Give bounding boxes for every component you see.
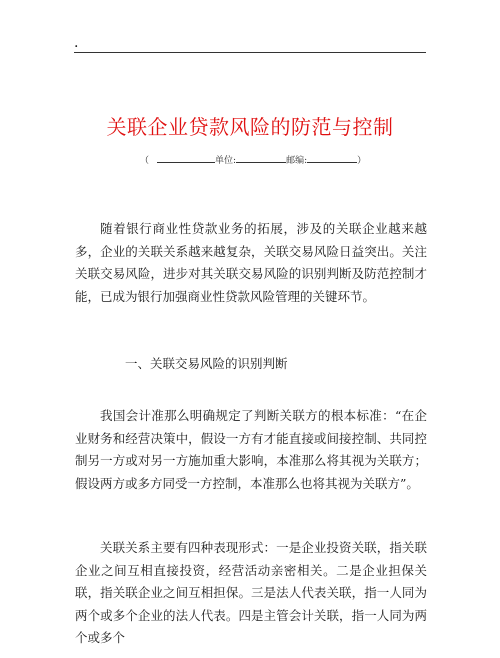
header-dot: . <box>74 35 79 51</box>
meta-unit-label: 单位: <box>215 156 237 166</box>
meta-line <box>140 153 370 167</box>
meta-blank-3 <box>307 153 357 163</box>
paragraph-1: 随着银行商业性贷款业务的拓展，涉及的关联企业越来越多，企业的关联关系越来越复杂，关联交易风险日益突出。关注关联交易风险，进步对其关联交易风险的识别判断及防范控制才能，已成为银行加强商业性贷款风险管理的关键环节。 <box>75 221 427 304</box>
header-rule <box>74 52 426 53</box>
meta-postcode-label: 邮编: <box>286 156 308 166</box>
meta-close-paren: ） <box>357 156 367 166</box>
paragraph-2: 我国会计准那么明确规定了判断关联方的根本标准：“在企业财务和经营决策中，假设一方有才能直接或间接控制、共同控制另一方或对另一方施加重大影响，本准那么将其视为关联方；假设两方或多方同受一方控制，本准那么也将其视为关联方”。 <box>75 408 427 491</box>
meta-open-paren: （ <box>140 156 150 166</box>
document-title: 关联企业贷款风险的防范与控制 <box>106 115 394 139</box>
paragraph-3: 关联关系主要有四种表现形式：一是企业投资关联，指关联企业之间互相直接投资，经营活动亲密相关。二是企业担保关联，指关联企业之间互相担保。三是法人代表关联，指一人同为两个或多个企业的法人代表。四是主管会计关联，指一人同为两个或多个 <box>75 540 427 645</box>
section-1-heading: 一、关联交易风险的识别判断 <box>125 356 288 371</box>
meta-blank-2 <box>236 153 286 163</box>
meta-blank-1 <box>157 153 215 163</box>
